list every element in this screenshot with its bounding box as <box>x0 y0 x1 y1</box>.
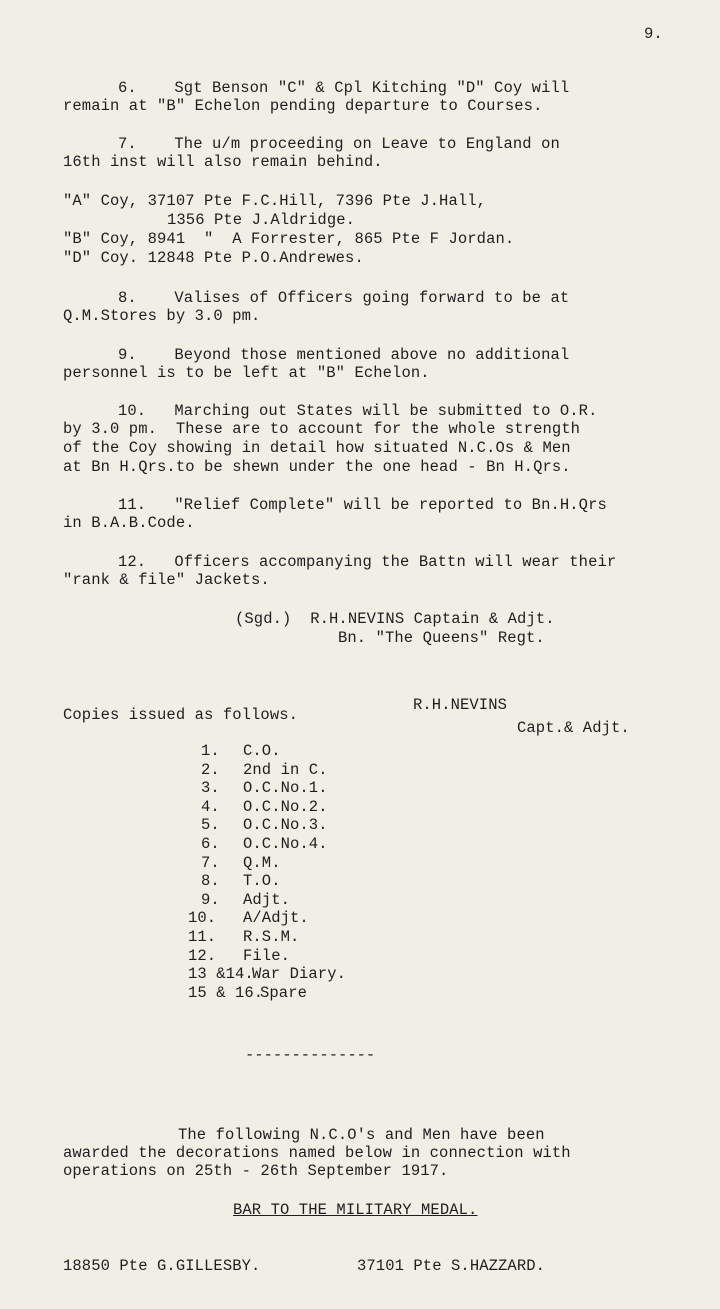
copy-item-recipient: O.C.No.2. <box>243 797 328 816</box>
paragraph-10-line-1: 10. Marching out States will be submitted to O.R. <box>118 402 598 420</box>
copy-item-number: 1. <box>201 742 220 760</box>
copy-item-recipient: File. <box>243 946 291 965</box>
copy-item-number: 15 & 16. <box>188 983 264 1002</box>
page-number: 9. <box>644 25 663 43</box>
awards-intro-line-2: awarded the decorations named below in connection with <box>63 1144 571 1162</box>
copy-item-recipient: C.O. <box>243 742 281 760</box>
paragraph-11-line-1: 11. "Relief Complete" will be reported to Bn.H.Qrs <box>118 496 607 514</box>
copy-item-number: 7. <box>201 853 220 872</box>
awards-intro-line-1: The following N.C.O's and Men have been <box>178 1126 545 1144</box>
copy-item-recipient: T.O. <box>243 872 281 891</box>
paragraph-6-line-2: remain at "B" Echelon pending departure to Courses. <box>63 97 543 115</box>
copies-heading: Copies issued as follows. <box>63 706 299 724</box>
copy-item-recipient: O.C.No.3. <box>243 816 328 835</box>
awards-intro-line-3: operations on 25th - 26th September 1917. <box>63 1162 449 1180</box>
separator: -------------- <box>245 1046 376 1064</box>
copy-item-recipient: Adjt. <box>243 890 291 909</box>
copy-item-recipient: O.C.No.1. <box>243 779 328 798</box>
copy-item-recipient: 2nd in C. <box>243 760 328 779</box>
copy-item-recipient: Q.M. <box>243 853 281 872</box>
paragraph-8-line-2: Q.M.Stores by 3.0 pm. <box>63 307 261 325</box>
copy-item-recipient: A/Adjt. <box>243 909 309 928</box>
paragraph-10-line-2: by 3.0 pm. These are to account for the whole strength <box>63 420 581 438</box>
paragraph-11-line-2: in B.A.B.Code. <box>63 514 195 532</box>
copy-item-recipient: R.S.M. <box>243 928 300 946</box>
awards-heading: BAR TO THE MILITARY MEDAL. <box>233 1201 478 1219</box>
copy-item-recipient: O.C.No.4. <box>243 835 328 853</box>
signer-name: R.H.NEVINS <box>413 696 508 714</box>
copy-item-recipient: Spare <box>260 983 308 1002</box>
paragraph-12-line-2: "rank & file" Jackets. <box>63 571 270 589</box>
coy-list-d: "D" Coy. 12848 Pte P.O.Andrewes. <box>63 249 364 267</box>
copy-item-number: 3. <box>201 779 220 798</box>
award-recipient-1: 18850 Pte G.GILLESBY. <box>63 1257 261 1275</box>
paragraph-12-line-1: 12. Officers accompanying the Battn will wear their <box>118 553 617 571</box>
award-recipient-2: 37101 Pte S.HAZZARD. <box>357 1257 546 1275</box>
paragraph-8-line-1: 8. Valises of Officers going forward to be at <box>118 289 570 307</box>
copy-item-number: 4. <box>201 797 220 816</box>
signer-rank: Capt.& Adjt. <box>517 719 630 737</box>
coy-list-b: "B" Coy, 8941 " A Forrester, 865 Pte F Jordan. <box>63 230 515 248</box>
paragraph-7-line-1: 7. The u/m proceeding on Leave to England on <box>118 135 560 153</box>
paragraph-10-line-4: at Bn H.Qrs.to be shewn under the one head - Bn H.Qrs. <box>63 458 571 476</box>
copy-item-number: 9. <box>201 890 220 909</box>
coy-list-a: "A" Coy, 37107 Pte F.C.Hill, 7396 Pte J.Hall, <box>63 192 487 210</box>
copy-item-number: 12. <box>188 946 217 965</box>
signature-line-2: Bn. "The Queens" Regt. <box>338 629 545 647</box>
copy-item-number: 13 &14. <box>188 965 254 984</box>
copy-item-recipient: War Diary. <box>252 965 347 984</box>
paragraph-10-line-3: of the Coy showing in detail how situated N.C.Os & Men <box>63 439 571 457</box>
copy-item-number: 5. <box>201 816 220 835</box>
paragraph-7-line-2: 16th inst will also remain behind. <box>63 153 383 171</box>
paragraph-9-line-1: 9. Beyond those mentioned above no additional <box>118 346 570 364</box>
coy-list-a-cont: 1356 Pte J.Aldridge. <box>167 211 356 229</box>
paragraph-9-line-2: personnel is to be left at "B" Echelon. <box>63 364 430 382</box>
copy-item-number: 10. <box>188 909 217 928</box>
copy-item-number: 2. <box>201 760 220 779</box>
signature-line-1: (Sgd.) R.H.NEVINS Captain & Adjt. <box>235 610 555 628</box>
paragraph-6-line-1: 6. Sgt Benson "C" & Cpl Kitching "D" Coy will <box>118 79 570 97</box>
copy-item-number: 6. <box>201 835 220 853</box>
copy-item-number: 8. <box>201 872 220 891</box>
copy-item-number: 11. <box>188 928 217 946</box>
